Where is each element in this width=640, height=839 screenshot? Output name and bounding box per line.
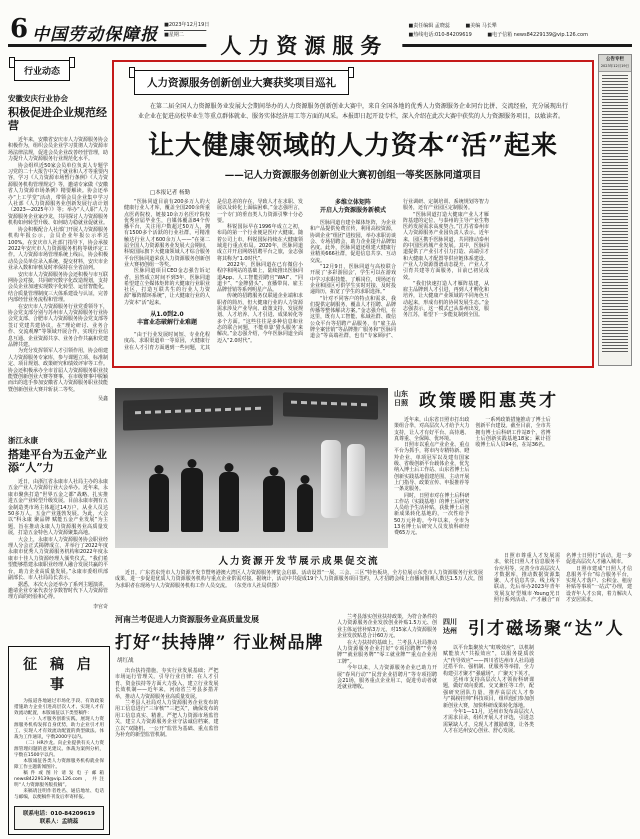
photo-person-silhouette — [297, 484, 313, 532]
contact-person: 联系人：孟晓蕊 — [39, 819, 79, 825]
body-paragraph: 大会上，永康市人力资源服务协会职业经理人分会正式揭牌成立，并举行了2022年度永康市优秀人力资源服务机构和2022年度永康市十佳人力资源经理人颁奖仪式。“我们希望能够搭建永康职业经理人融合发展共赢的平台，助力企业高质量发展。”永康市委组织部副部长、市人社局局长表示。 — [8, 536, 109, 582]
article-signature: 李官奇 — [92, 603, 108, 610]
body-paragraph: 在大力扶持的基础上，兰考县人社局推动人力资源服务企业打好“专项招聘牌”“劳务牌”“就业服务牌”“零工就业牌”“重点企业用工牌”。 — [337, 639, 438, 665]
photo-credit: （东莞市人社局供图） — [231, 582, 282, 589]
body-paragraph: 达州市支持高层次人才领衔科研课题，做好双向委派、交叉兼任等工作，配强研究团队力量，推荐高层次人才参与“揭榜挂帅”科技项目，组织他们参加创新创业大赛，加快科研成果转化落地。 — [443, 677, 534, 709]
feature-crosshead-1: 从1.0到2.0 丰富业态破解行业难题 — [136, 311, 197, 327]
paper-name: 中国劳动保障报 — [32, 25, 159, 45]
photo-caption-title: 人力资源开发节展示成果促交流 — [218, 556, 380, 567]
body-paragraph: 一系列政策措施推动了博士后创新平台建设。截至目前，全市共拥有博士后科研工作站8个，省博士后创新实践基地18家；累计招收博士后人员94名，在站36名。 — [475, 417, 551, 449]
feature-crosshead-2: 多维立体矩阵 开启人力资源服务新模式 — [319, 199, 386, 214]
body-paragraph: 安庆市人力资源服务协会还积极与市互联网协会对接，共同研究数字化改造规划，支持会员企业加速实现数字化转型、运营智能化，结合质量管理制度三大体系建设与认证，完善内部经营业务流程和管理。 — [8, 271, 109, 304]
body-paragraph: “由于行业发展时间短、专业化程度高、求职渠道单一等原因，大健康行业在人才引育方面遇到一些问题，尤其是信息差的存在，导致人才在求职、发展以及转化上面临困难。”金志强坦言，一个专门的垂直类人力资源引擎十分必要。 — [124, 199, 303, 351]
masthead-left — [10, 16, 209, 45]
notice-strip-header — [599, 55, 631, 72]
article-headline: 搭建平台为五金产业添“人”力 — [8, 448, 107, 474]
body-paragraph: 医脉同道项目CEO金志强告诉记者，虽然成立时间不到3年，医脉同道希望建立全媒体矩阵的大健康行业职业社区，打造互联共生的行业人力资源“雁阵循环系统”，让大健康行业的人力资本“活”起来。 — [124, 268, 210, 306]
issue-weekday: ■星期二 — [164, 32, 184, 38]
contact-phone: 联系电话：010-84209619 — [23, 811, 95, 817]
article-headline: 积极促进企业规范经营 — [8, 106, 107, 132]
body-paragraph: “医脉同道目前有200多万人的大健康行业人才库，覆盖全国200余所重点医药院校，链接10余万名医疗院校优秀应届毕业生，自媒体覆盖84个传播平台，关注用户数超过50万人，拥有1500多个活跃的行业社群，可精准触达行业人才600余万人——”在第二届全国人力资源服务业发展大会期间，科锐国际旗下大健康领域人才综合服务平台医脉同道荣获人力资源服务创新创业大赛初创组一等奖。 — [124, 199, 210, 268]
photo-person-silhouette — [219, 472, 239, 532]
body-paragraph: 协会积极配合人社部门开展人力资源服务机构年报公示，会员企业年报公示率达100%。在安庆市人社部门指导下，协会承接2022年安庆市人力资源服务机构等级评定工作。人力资源市场管理系统上线后，协会积极动员会员单位录入系统、提交材料，安庆市企业录入数和审核及时率保持在全省前列。 — [8, 226, 109, 272]
body-paragraph: 近年来，山东省日照市打出政策组合拳，对高层次人才给予大力支持，让人才有好平台、高待遇、真尊重、全保障、优环境。 — [394, 417, 470, 442]
submission-body — [14, 699, 104, 801]
body-paragraph: 为充分发挥领军人才引领作用，协会组建人力资源服务专家库，参与课题立项、标准制定、项目规划、政策研究和绩效评审等工作。协会还积极承办全市首届人力资源服务职业技能暨创新创业大赛等赛事，在市级赛事中脱颖而出的选手参加安徽省人力资源服务职业技能暨创新创业大赛并斩获二等奖。 — [8, 348, 109, 393]
body-paragraph: 同时，日照市对在博士后科研工作站（实践基地）的博士后研究人员给予生活补贴，获批博士后创新成果转化基地的，一次性给予50万元补助。今年以来，全市为13名博士后研究人员发放科研经费65万元。 — [394, 492, 470, 537]
body-paragraph: 日照市尊重人才发展需求，依托日照人才信息服务平台应用等，完善全市高层次人才数据库，推动数据资源集聚、人才信息共享、线上线下联动。先后举办2023年青年发展友好型城市·Young光日照行系列活动、产才融合“百名博士日照行”活动，进一步促进高层次人才融入城市。 — [494, 553, 632, 604]
feature-story — [112, 60, 594, 368]
notice-strip-title: 公告专栏 — [606, 57, 624, 62]
body-paragraph: 近年来，安徽省安庆市人力资源服务协会积极作为，组织会员企业学习贯彻人力资源市场法律法规，促进会员企业改善经营管理，助力提升人力资源服务行业规范化水平。 — [8, 137, 109, 163]
designer-credit: ■美编 马长犟 — [465, 23, 497, 29]
email: ■电子信箱 news84229139@vip.126.com — [487, 32, 588, 38]
article-headline: 引才磁场聚“达”人 — [468, 619, 625, 639]
region-kicker: 四川 达州 — [443, 618, 457, 635]
body-paragraph: 据悉，本次大会还举办了系列主题演讲，邀请企业专家代表分享数智时代下人力资源管理方面的经验和心得。 — [8, 581, 109, 601]
photo-rolled-screen-shape — [347, 444, 365, 516]
photo-rolled-screen-shape — [321, 440, 341, 518]
body-paragraph: 近日，由浙江省永康市人社局主办的永康五金产业人力资源行业大会举办。近年来，永康市聚焦打造“世界五金之都”战略，扎实推进五金产业转型升级发展。目前永康市拥有五金制造类市场主体超过14万户，从业人员达50多万人，五金产业蓬勃发展。为此，大会以“科永康 聚品牌 赋能五金产业发展”为主题，旨在推动永康人力资源服务业高质量发展，打造五金特色人力资源聚集高地。 — [8, 479, 109, 537]
article-headline: 政策暖阳惠英才 — [419, 391, 560, 411]
hotline: ■热线电话:010-84209619 — [408, 32, 472, 38]
body-paragraph: 为报道各地通过市场化手段、有效政策措施助力企业引进高层次人才、实现人才有效流动配置，本版诚征以下类型稿件： — [14, 699, 104, 716]
article-kicker: 安徽安庆行业协会 — [8, 94, 68, 103]
article-body — [443, 645, 632, 827]
body-paragraph: 稿件或图片请发电子邮箱news84229139@vip.126.com，并注明“人力资源服务版投稿”。 — [14, 771, 104, 788]
body-paragraph: “针对不同客户的特点和需求，我们提供定制服务，覆盖人才招聘、品牌传播等整体解决方案。”金志强介绍，在这里，既有人工智能、私域社群、微信公众平台等招聘产品服务，有“雇主品牌全案营销”等品牌推广服务和“医脉同道会”等高端社群，也有“专家顾问”、行业调研、定制培训、系统规划等智力服务，还有产业园区定制服务。 — [310, 199, 489, 340]
feature-intro: 在第二届全国人力资源服务业发展大会期间举办的人力资源服务创新创业大赛中，来自全国各地的优秀人力资源服务企业同台比拼、交流经验，充分展现出行业企业在促进高校毕业生等重点群体就业、服务实体经济用工等方面的风采。本报即日起开设专栏，深入介绍在此次大赛中获奖的人力资源服务项目，以飨读者。 — [138, 103, 568, 120]
body-paragraph: 医脉同道自建全媒体矩阵，为企业和产品提供免费宣传，利用高校资源，协调企业“组团”进校园，举办求职访谈会、专场招聘会，助力企业提升品牌知名度。此外，医脉同道还组建大健康行业精英666社群，促进信息共享、互动交流。 — [310, 220, 396, 264]
notice-strip-date: 2023年12月19日 — [600, 64, 630, 68]
body-paragraph: “我们快速打造人才雁阵基建，从雇主品牌到人才引进，再到人才孵化和培养，让大健康产业领域的不同角色互动起来，形成有机的协同发展生态。”金志强表示，这一模式已从泰州出发，服务江苏，希望下一步能复制到全国。 — [403, 280, 489, 319]
body-paragraph: 今年以来，人力资源服务企业已助力开展“春风行动”“民营企业招聘月”等专项招聘会21场，服务重点企业用工，促进劳动者就近就业增收。 — [337, 665, 437, 691]
body-paragraph: （一）人才服务创新实践。展现人力资源服务机构发挥自身优势，助力企业引才用工、实现人才有效流动配置的典型做法。体裁为工作通讯，字数2000字以内。 — [14, 717, 104, 740]
body-paragraph: 兰考县落实创业扶持政策，为符合条件的人力资源服务企业发放创业补贴1.5万元、创业主体运营补贴3万元，对15家人力资源服务企业发放贴息合计60万元。 — [337, 614, 438, 640]
article-lankao — [115, 614, 437, 835]
body-paragraph: 以平台集聚放大“虹吸效应”，以机制赋能放大“共振效应”，以服务提质放大“传导效应”——四川省达州市人社局通过搭平台、强机制、优服务等举措，全力构建引才聚才“强磁场”，广聚天下英才。 — [443, 645, 534, 677]
feature-subhead: ——记人力资源服务创新创业大赛初创组一等奖医脉同道项目 — [224, 170, 482, 181]
body-paragraph: 来稿请注明作者姓名、通信地址、电话与邮编，以便稿件刊发后奉寄样报。 — [14, 789, 104, 800]
article-body-left — [115, 668, 329, 818]
feature-series-banner: 人力资源服务创新创业大赛获奖项目巡礼 — [134, 70, 349, 95]
article-rizhao-continuation — [494, 553, 632, 609]
notice-strip — [598, 54, 632, 366]
photo-caption — [115, 553, 483, 589]
notice-strip-fineprint — [602, 75, 628, 353]
article-kicker: 浙江永康 — [8, 436, 38, 445]
body-paragraph: 协会组织近50家会员单位负责人专题学习党的二十大报告中关于就业和人才等重要内容，学习《人力资源市场暂行条例》《人力资源服务机构管理规定》等，邀请专家做《安徽省人力资源市场条例》精要解读。协会还举办“上工学堂”活动，带领会员企业集中学习人社部《人力资源服务业创新发展行动计划（2023—2025年）》等；举办“人人职”人力资源服务企业家沙龙，共同探讨人力资源服务机构如何转型升级、如何助力稳就业促就业。 — [8, 162, 109, 227]
body-paragraph: （二）HR沙龙。向企业提供有关人力资源管理问题的意见建议。体裁为案例分析，字数在1500字以内。 — [14, 741, 104, 758]
article-headline: 打好“扶持牌” 行业树品牌 — [115, 633, 324, 653]
article-rizhao — [394, 386, 632, 545]
body-paragraph: “医脉同道打造大健康产业人才雁阵基建的定位，与泰州的主导产业生物医药发展需求高度契合。”江苏省泰州市人力资源服务产业园负责人表示。近年来，园区携手医脉同道，共同推动泰州的中国医药城产业发展。其中，医脉同道提供了产业引才引力打造、高端引才和大健康人才配置等供应链体系建设、产业人力资源图谱动态提升、产业人才引育共建等方面服务，目前已初见成效。 — [403, 211, 489, 281]
article-body — [8, 137, 108, 403]
article-body — [8, 479, 108, 610]
feature-body — [124, 199, 582, 351]
submission-contact — [14, 806, 104, 830]
body-paragraph: 今年1—11月，达州市发布高层次人才需求目录，组织开展人才评选，引进急需紧缺人才，兑现人才激励政策，让各类人才在达州安心创业、舒心发展。 — [443, 709, 534, 735]
region-kicker: 山东 日照 — [394, 390, 408, 407]
body-paragraph: “12月9日，医脉同道与高校联合开展了‘多彩游园会’，学生可以在游戏中学习求职技能、了解岗位，现场还有企业和园区可供学生实时对接、及时投递简历，拓宽了学生的求职选择。” — [310, 264, 396, 296]
article-anqing — [8, 93, 108, 423]
article-header — [115, 614, 329, 664]
body-paragraph: 传统的招聘服务仅联通企业端和求职者的简历，但大健康行业的人力资源需求涉及产业导向、政策支持、发展规划、人才培养、人才引进、成果转化等多个方面。“这些往往是多种信息和业态的联合问题，不能单靠‘猎头服务’来解决。”金志强介绍，今年医脉同道全面迈入“2.0时代”。 — [217, 293, 303, 344]
body-paragraph: 日照市建成“日照人才信息服务平台”综合服务平台，实现人才落户、公积金、租房补贴等事项“一站式”办理，建设青年人才公寓，着力解决人才安居需求。 — [566, 565, 632, 604]
industry-news-banner: 行业动态 — [14, 60, 70, 81]
article-yongkang — [8, 435, 108, 635]
photo-caption-text: 近日，广东省东莞市人力资源开发节暨粤港澳大湾区人力资源服务博览会启幕。活动设置“一展、三会、三区”特色板块，全方位展示东莞市人力资源服务行业发展成果，进一步促进优质人力资源服务机构与重点企业供需对接。据统计，活动中共促成19个人力资源服务项目签约，人才招聘会线上直播间围观人数达1.5万人次。图为求职者在现场与人力资源服务机构工作人员交流。 （东莞市人社局供图） — [115, 570, 483, 589]
body-paragraph: 科锐国际早在1996年成立之初，布局的第一个行业便是医疗大健康。随着公司上市，科锐国际持续在大健康领域进行重点布局。2020年，医脉同道成立并开启网络招聘平台之旅，金志强将其称为“1.0时代”。 — [217, 224, 303, 262]
photo-banner-shape — [123, 395, 273, 430]
article-signature: 吴鑫 — [97, 396, 108, 403]
page-number: 6 — [10, 14, 29, 44]
body-paragraph: 2022年，医脉同道在已有微信小程序和网站的基础上，陆续推出医脉同道App、人工智能招聘官“WAI”、“同道卡”、“金牌猎头”、直播带岗、雇主品牌营销等系列明星产品。 — [217, 261, 303, 294]
article-byline: 胡红战 — [117, 658, 134, 664]
date-block — [164, 21, 209, 39]
article-header — [394, 386, 632, 411]
article-dazhou — [443, 614, 632, 835]
body-paragraph: 本版诚征各类人力资源服务机构就业保障工作主题新闻图片。 — [14, 759, 104, 770]
feature-byline: □本报记者 杨勤 — [150, 190, 190, 196]
photo-person-silhouette — [149, 474, 169, 532]
submission-title: 征 稿 启 事 — [23, 657, 95, 693]
photo-person-silhouette — [181, 468, 203, 532]
article-header — [443, 614, 632, 639]
masthead-right — [395, 22, 588, 40]
editor-credit: ■责任编辑 孟晓蕊 — [408, 23, 450, 29]
article-kicker: 河南兰考促进人力资源服务业高质量发展 — [115, 615, 259, 624]
photo-person-silhouette — [263, 476, 285, 532]
body-paragraph: 兰考县人社局对人力资源服务企业发布的用工信息进行“三审核”“三把关”，确保发布的用工信息真实、精准。严把人力资源市场监管关，建立人力资源服务企业守法诚信档案，建立以“双随机、一公开”监管为基础、重点监管为补充的新型监管机制。 — [115, 700, 219, 739]
article-body-right — [337, 614, 437, 835]
submission-notice — [8, 646, 110, 835]
body-paragraph: 出台扶持措施，夯实行业发展基础；严把市场运行管理关，引导行业自律；在人才引育、资金扶持等方面大力投入，建立行业发展长效机制——近年来，河南省兰考县多措并举，推动人力资源服务业高质量发展。 — [115, 668, 219, 700]
body-paragraph: 在安庆市人力资源服务行业党委领导下，协会党支部分别与苏州市人力资源服务行业协会党支部、合肥市人力资源服务协会党支部等签订党建共建协议，在“理论研讨、业务合作、交流观摩”等领域开展合作，实现行业信息互通、企业资源共享、业务合作共赢和党建品牌共建。 — [8, 303, 109, 348]
issue-date: ■2023年12月19日 — [164, 21, 209, 31]
photo-banner-shape — [283, 392, 378, 419]
industry-news-column — [8, 56, 108, 635]
article-body — [394, 417, 632, 545]
body-paragraph: 日照市以重点产业企业、重点平台为抓手，将市内专精特新、瞪羚企业、单项冠军以及建有国家级、省级创新平台载体企业，优先纳入博士后工作站、山东省博士后创新实践基地倡建范围，主动开展上门指导、政策宣传、申报推荐等一条龙服务。 — [394, 442, 470, 493]
news-photo — [115, 388, 388, 548]
section-title: 人力资源服务 — [206, 30, 402, 60]
feature-headline: 让大健康领域的人力资本“活”起来 — [148, 131, 558, 161]
